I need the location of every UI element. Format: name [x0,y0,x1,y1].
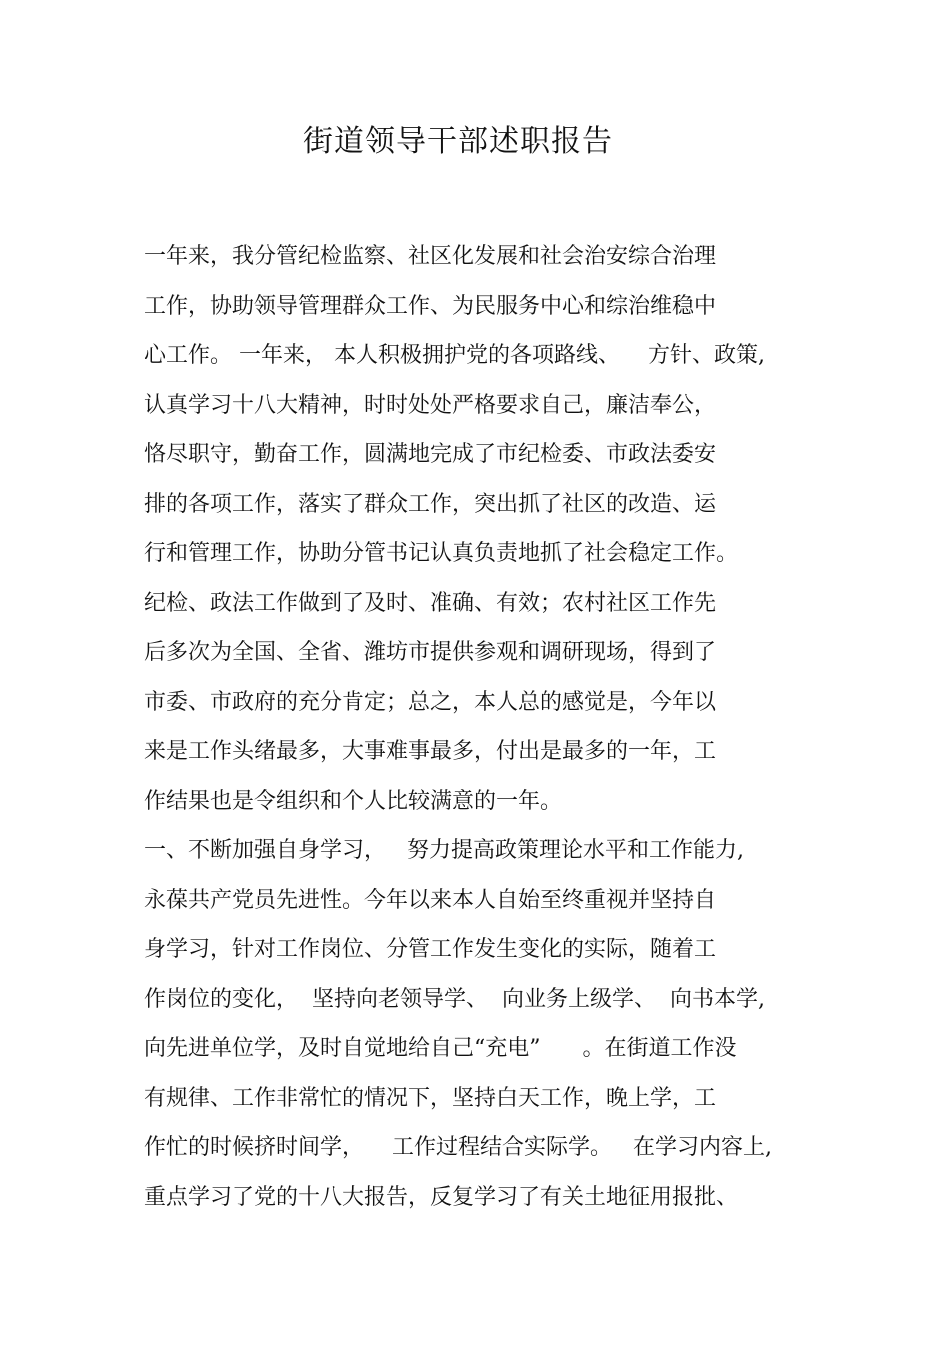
document-title: 街道领导干部述职报告 [303,124,613,159]
body-line: 市委、市政府的充分肯定；总之，本人总的感觉是，今年以 [144,689,717,715]
body-line: 一年来，我分管纪检监察、社区化发展和社会治安综合治理 [144,244,717,269]
body-line: 后多次为全国、全省、潍坊市提供参观和调研现场，得到了 [144,640,717,665]
body-line: 作岗位的变化， 坚持向老领导学、 向业务上级学、 向书本学, [144,986,765,1012]
body-line: 一、不断加强自身学习， 努力提高政策理论水平和工作能力, [144,838,744,863]
body-line: 身学习，针对工作岗位、分管工作发生变化的实际，随着工 [144,937,717,962]
body-line: 恪尽职守，勤奋工作，圆满地完成了市纪检委、市政法委安 [144,442,717,467]
body-line: 重点学习了党的十八大报告，反复学习了有关土地征用报批、 [144,1184,739,1210]
body-line: 作结果也是令组织和个人比较满意的一年。 [144,788,563,814]
body-line: 向先进单位学，及时自觉地给自己“充电” 。在街道工作没 [144,1036,737,1061]
body-line: 行和管理工作，协助分管书记认真负责地抓了社会稳定工作。 [144,541,739,566]
document-body [144,232,814,1222]
body-line: 排的各项工作，落实了群众工作，突出抓了社区的改造、运 [144,491,717,517]
body-line: 心工作。 一年来， 本人积极拥护党的各项路线、 方针、政策, [144,343,765,368]
body-line: 认真学习十八大精神，时时处处严格要求自己，廉洁奉公， [144,392,717,418]
body-line: 有规律、工作非常忙的情况下，坚持白天工作，晚上学，工 [144,1085,717,1111]
body-line: 纪检、政法工作做到了及时、准确、有效；农村社区工作先 [144,590,717,616]
body-line: 作忙的时候挤时间学， 工作过程结合实际学。 在学习内容上, [144,1135,772,1160]
body-line: 工作，协助领导管理群众工作、为民服务中心和综治维稳中 [144,293,717,319]
body-line: 永葆共产党员先进性。今年以来本人自始至终重视并坚持自 [144,887,717,913]
body-line: 来是工作头绪最多，大事难事最多，付出是最多的一年，工 [144,739,717,764]
